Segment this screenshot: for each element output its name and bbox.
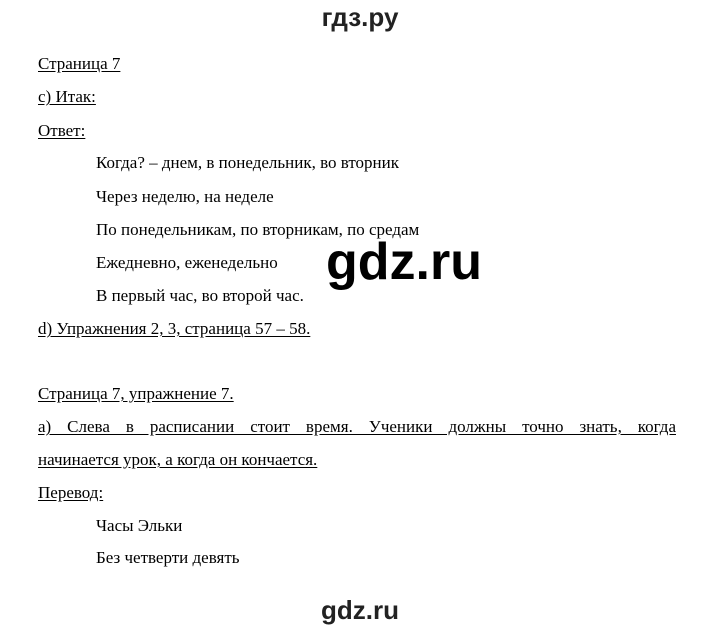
translation-label: Перевод: [38, 483, 104, 502]
item-a-line-1: а) Слева в расписании стоит время. Ученики должны точно знать, когда [38, 417, 676, 436]
item-a-line-2: начинается урок, а когда он кончается. [38, 450, 318, 469]
site-header-logo: гдз.ру [321, 2, 399, 32]
site-footer-logo: gdz.ru [321, 595, 399, 625]
watermark-logo: gdz.ru [326, 233, 482, 291]
translation-line-1: Часы Эльки [96, 516, 183, 535]
answer-line-1: Когда? – днем, в понедельник, во вторник [96, 153, 400, 172]
answer-line-2: Через неделю, на неделе [96, 187, 274, 206]
item-c-heading: c) Итак: [38, 87, 96, 106]
section-title: Страница 7, упражнение 7. [38, 384, 234, 403]
translation-line-2: Без четверти девять [96, 548, 240, 567]
answer-line-4: Ежедневно, еженедельно [96, 253, 278, 272]
answer-line-3: По понедельникам, по вторникам, по средам [96, 220, 420, 239]
item-d-heading: d) Упражнения 2, 3, страница 57 – 58. [38, 319, 311, 338]
answer-line-5: В первый час, во второй час. [96, 286, 304, 305]
answer-label: Ответ: [38, 121, 86, 140]
page-title: Страница 7 [38, 54, 121, 73]
